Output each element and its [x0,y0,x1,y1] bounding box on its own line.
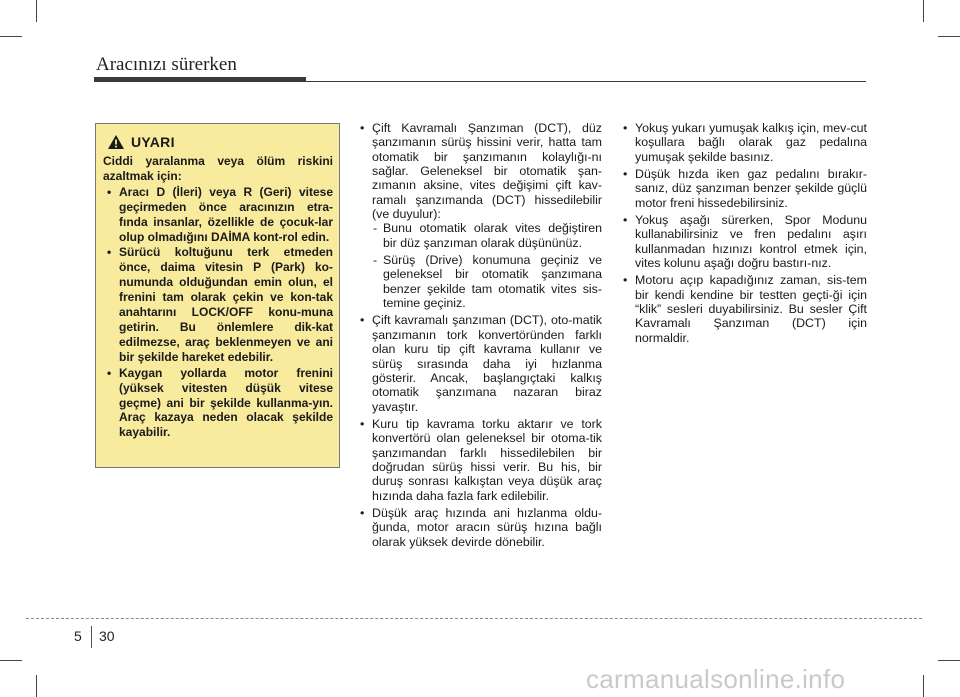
crop-mark [0,36,22,37]
warning-item: • Sürücü koltuğunu terk etmeden önce, daima vitesin P (Park) ko-numunda olduğundan emin olun, el frenini tam olarak çekin ve kon-tak anahtarını LOCK/OFF konu-muna getirin. Bu önlemlere dik-kat edilmezse, araç beklenmeyen ve ani bir şekilde hareket edebilir. [103,245,333,364]
crop-mark [938,36,960,37]
sub-list-item: - Sürüş (Drive) konumuna geçiniz ve geleneksel bir otomatik şanzımana benzer şekilde tam otomatik vites sis-temine geçiniz. [372,253,602,310]
crop-mark [923,0,924,22]
right-column [622,121,867,348]
list-item: • Çift kavramalı şanzıman (DCT), oto-matik şanzımanın tork konvertöründen farklı olan kuru tip çift kavrama kullanır ve sürüş sırasında daha iyi hızlanma gösterir. Ancak, başlangıçtaki kalkış otomatik şanzımana nazaran biraz yavaştır. [359,313,602,413]
list-item: • Düşük hızda iken gaz pedalını bırakır-sanız, düz şanzıman benzer şekilde güçlü motor freni hissedebilirsiniz. [622,167,867,210]
list-item: • Motoru açıp kapadığınız zaman, sis-tem bir kendi kendine bir testten geçti-ği için “klik” sesleri duyabilirsiniz. Bu sesler Çift Kavramalı Şanzıman (DCT) için normaldir. [622,273,867,345]
page-number-divider [91,626,92,648]
section-title: Aracınızı sürerken [96,54,237,75]
warning-intro: Ciddi yaralanma veya ölüm riskini azaltmak için: [103,154,333,183]
sub-list [372,221,602,310]
warning-triangle-icon [107,134,125,150]
list-item: • Düşük araç hızında ani hızlanma oldu-ğunda, motor aracın sürüş hızına bağlı olarak yüksek devirde dönebilir. [359,506,602,549]
sub-list-item: - Bunu otomatik olarak vites değiştiren bir düz şanzıman olarak düşününüz. [372,221,602,250]
warning-header [107,134,333,150]
list-item [359,121,602,310]
warning-item: • Aracı D (İleri) veya R (Geri) vitese geçirmeden önce aracınızın etra-fında insanlar, özellikle de çocuk-lar olup olmadığını DAİMA kont-rol edin. [103,185,333,245]
middle-column [359,121,602,552]
warning-item: • Kaygan yollarda motor frenini (yüksek vitesten düşük vitese geçme) ani bir şekilde kullanma-yın. Araç kazaya neden olacak şekilde kayabilir. [103,366,333,441]
crop-mark [36,675,37,697]
list-item: • Yokuş yukarı yumuşak kalkış için, mev-cut koşullara bağlı olarak gaz pedalına yumuşak şekilde basınız. [622,121,867,164]
header-rule-thin [306,81,866,82]
crop-mark [923,675,924,697]
warning-box [95,123,340,468]
list-item: • Kuru tip kavrama torku aktarır ve tork konvertörü olan geleneksel bir otoma-tik şanzımandan farklı hissedilebilen bir doğrudan sürüş hissi verir. Bu his, bir duruş sonrası kalkıştan veya düşük araç hızında daha fazla fark edilebilir. [359,417,602,503]
header-rule-thick [94,77,306,82]
section-number: 5 [74,628,82,644]
list-item-text: Çift Kavramalı Şanzıman (DCT), düz şanzımanın sürüş hissini verir, hatta tam otomatik bir şanzımanın kolaylığı-nı sağlar. Geleneksel bir otomatik şan-zımanın aksine, vites değişimi çift kav-ramalı şanzımanda (DCT) hissedilebilir (ve duyulur): [372,121,602,222]
watermark: carmanualsonline.info [586,664,846,694]
footer-divider [26,618,922,619]
warning-list [103,185,333,440]
crop-mark [36,0,37,22]
page-number: 30 [99,628,115,644]
warning-title: UYARI [131,134,175,150]
crop-mark [0,660,22,661]
crop-mark [938,660,960,661]
list-item: • Yokuş aşağı sürerken, Spor Modunu kullanabilirsiniz ve fren pedalını aşırı kullanmadan hızınızı kontrol etmek için, vites kolunu aşağı doğru bastırı-nız. [622,213,867,270]
